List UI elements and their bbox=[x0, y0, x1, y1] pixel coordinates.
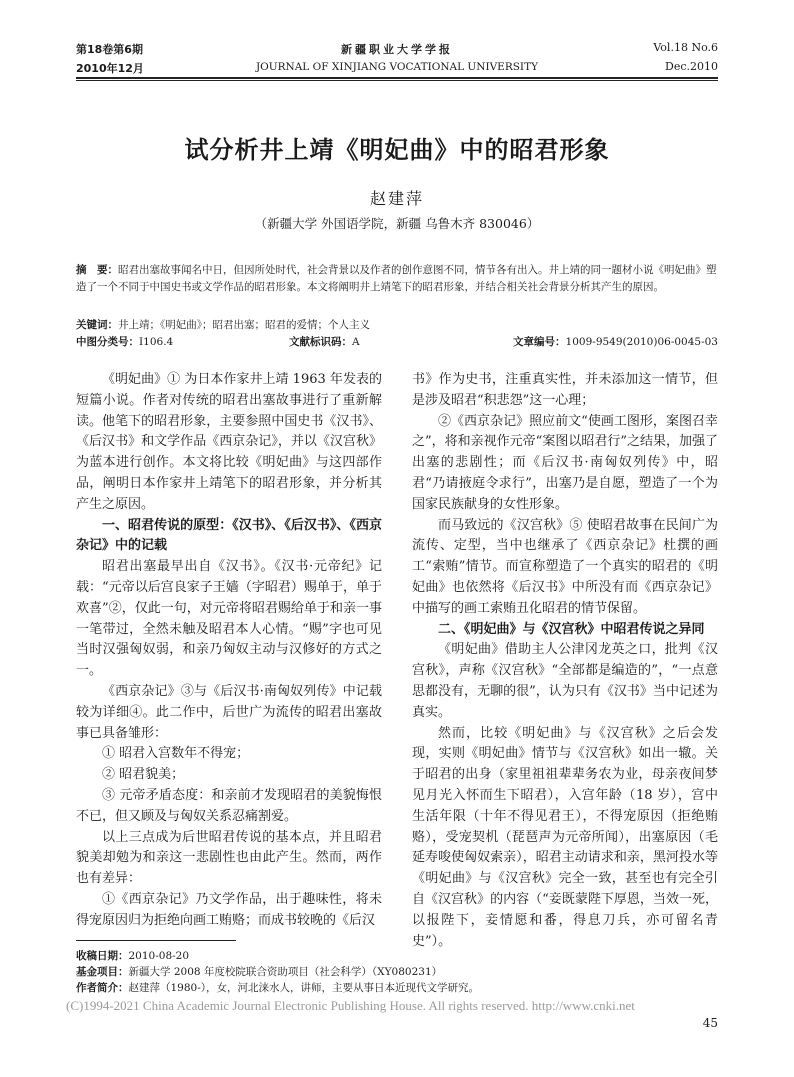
keywords-text: 井上靖；《明妃曲》；昭君出塞；昭君的爱情；个人主义 bbox=[118, 319, 370, 331]
header-rule bbox=[76, 77, 718, 79]
paragraph: ②《西京杂记》照应前文“使画工图形，案图召幸之”，将和亲视作元帝“案图以昭君行”之结果，加强了出塞的悲剧性；而《后汉书·南匈奴列传》中，昭君“乃请掖庭令求行”，出塞乃是自愿，塑造了一个为国家民族献身的女性形象。 bbox=[412, 413, 718, 512]
abstract bbox=[76, 262, 718, 296]
author-bio: 作者简介：赵建萍（1980-），女，河北涞水人，讲师，主要从事日本近现代文学研究。 bbox=[76, 982, 480, 994]
paragraph: 《西京杂记》③与《后汉书·南匈奴列传》中记载较为详细④。此二作中，后世广为流传的昭君出塞故事已具备雏形： bbox=[76, 683, 382, 741]
volume-issue-cn: 第18卷第6期 bbox=[76, 43, 143, 56]
paragraph: 《明妃曲》借助主人公津冈龙英之口，批判《汉宫秋》，声称《汉宫秋》“全部都是编造的”，“一点意思都没有，无聊的很”，认为只有《汉书》当中记述为真实。 bbox=[412, 642, 718, 720]
paragraph: ③ 元帝矛盾态度：和亲前才发现昭君的美貌悔恨不已，但又顾及与匈奴关系忍痛割爱。 bbox=[76, 787, 382, 824]
volume-issue-en: Vol.18 No.6 bbox=[653, 41, 718, 54]
body-column-right bbox=[412, 370, 718, 952]
footnote-rule bbox=[76, 940, 236, 941]
date-cn: 2010年12月 bbox=[76, 62, 144, 75]
fund-project: 基金项目：新疆大学 2008 年度校院联合资助项目（社会科学）（XY080231） bbox=[76, 966, 443, 978]
author-name: 赵建萍 bbox=[369, 189, 424, 208]
paragraph: 书》作为史书，注重真实性，并未添加这一情节，但是涉及昭君“积悲怨”这一心理； bbox=[412, 372, 718, 408]
paragraph: 以上三点成为后世昭君传说的基本点，并且昭君貌美却勉为和亲这一悲剧性也由此产生。然而，两作也有差异： bbox=[76, 829, 382, 887]
date-en: Dec.2010 bbox=[665, 60, 718, 73]
copyright-watermark: (C)1994-2021 China Academic Journal Electronic Publishing House. All rights reserved. http://www.cnki.net bbox=[66, 998, 635, 1013]
author-affiliation: （新疆大学 外国语学院，新疆 乌鲁木齐 830046） bbox=[254, 216, 540, 231]
paragraph: ① 昭君入宫数年不得宠； bbox=[102, 746, 250, 762]
page-number: 45 bbox=[702, 1016, 718, 1030]
keywords bbox=[76, 317, 718, 334]
journal-name-cn: 新疆职业大学学报 bbox=[341, 43, 453, 56]
classification: 中图分类号：I106.4 bbox=[76, 336, 174, 348]
document-code: 文献标识码：A bbox=[289, 336, 360, 348]
paragraph: ② 昭君貌美； bbox=[102, 767, 185, 783]
journal-name-en: JOURNAL OF XINJIANG VOCATIONAL UNIVERSITY bbox=[255, 61, 539, 73]
footnotes bbox=[76, 948, 718, 996]
abstract-label: 摘 要： bbox=[76, 264, 118, 276]
section-heading: 二、《明妃曲》与《汉宫秋》中昭君传说之异同 bbox=[438, 621, 705, 637]
received-date: 收稿日期：2010-08-20 bbox=[76, 950, 190, 962]
article-title: 试分析井上靖《明妃曲》中的昭君形象 bbox=[184, 136, 610, 164]
body-column-left bbox=[76, 370, 382, 932]
paragraph: 昭君出塞最早出自《汉书》。《汉书·元帝纪》记载：“元帝以后宫良家子王嫱（字昭君）赐单于，单于欢喜”②，仅此一句，对元帝将昭君赐给单于和亲一事一笔带过，全然未触及昭君本人心情。“赐”字也可见当时汉强匈奴弱，和亲乃匈奴主动与汉修好的方式之一。 bbox=[76, 559, 382, 679]
section-heading: 一、昭君传说的原型：《汉书》、《后汉书》、《西京杂记》中的记载 bbox=[76, 517, 382, 554]
abstract-text: 昭君出塞故事闻名中日，但因所处时代，社会背景以及作者的创作意图不同，情节各有出入。井上靖的同一题材小说《明妃曲》塑造了一个不同于中国史书或文学作品的昭君形象。本文将阐明井上靖笔下的昭君形象，并结合相关社会背景分析其产生的原因。 bbox=[76, 264, 717, 293]
paragraph: 《明妃曲》① 为日本作家井上靖 1963 年发表的短篇小说。作者对传统的昭君出塞故事进行了重新解读。他笔下的昭君形象，主要参照中国史书《汉书》、《后汉书》和文学作品《西京杂记》，并以《汉宫秋》为蓝本进行创作。本文将比较《明妃曲》与这四部作品，阐明日本作家井上靖笔下的昭君形象，并分析其产生之原因。 bbox=[76, 372, 382, 512]
paragraph: 然而，比较《明妃曲》与《汉宫秋》之后会发现，实则《明妃曲》情节与《汉宫秋》如出一辙。关于昭君的出身（家里祖祖辈辈务农为业，母亲夜间梦见月光入怀而生下昭君），入宫年龄（18 岁），宫中生活年限（十年不得见君王），不得宠原因（拒绝贿赂），受宠契机（琵琶声为元帝所闻），出塞原因（毛延寿唆使匈奴索亲），昭君主动请求和亲，黑河投水等《明妃曲》与《汉宫秋》完全一致，甚至也有完全引自《汉宫秋》的内容（“妾既蒙陛下厚恩，当效一死，以报陛下，妾情愿和番，得息刀兵，亦可留名青史”）。 bbox=[412, 725, 718, 949]
paragraph: ①《西京杂记》乃文学作品，出于趣味性，将未得宠原因归为拒绝向画工贿赂；而成书较晚的《后汉 bbox=[76, 891, 382, 928]
paragraph: 而马致远的《汉宫秋》⑤ 使昭君故事在民间广为流传、定型，当中也继承了《西京杂记》杜撰的画工“索贿”情节。而宣称塑造了一个真实的昭君的《明妃曲》也依然将《后汉书》中所没有而《西京杂记》中描写的画工索贿丑化昭君的情节保留。 bbox=[412, 517, 718, 616]
header-rule-thin bbox=[76, 80, 718, 81]
article-number: 文章编号：1009-9549(2010)06-0045-03 bbox=[513, 336, 718, 348]
keywords-label: 关键词： bbox=[76, 319, 118, 331]
